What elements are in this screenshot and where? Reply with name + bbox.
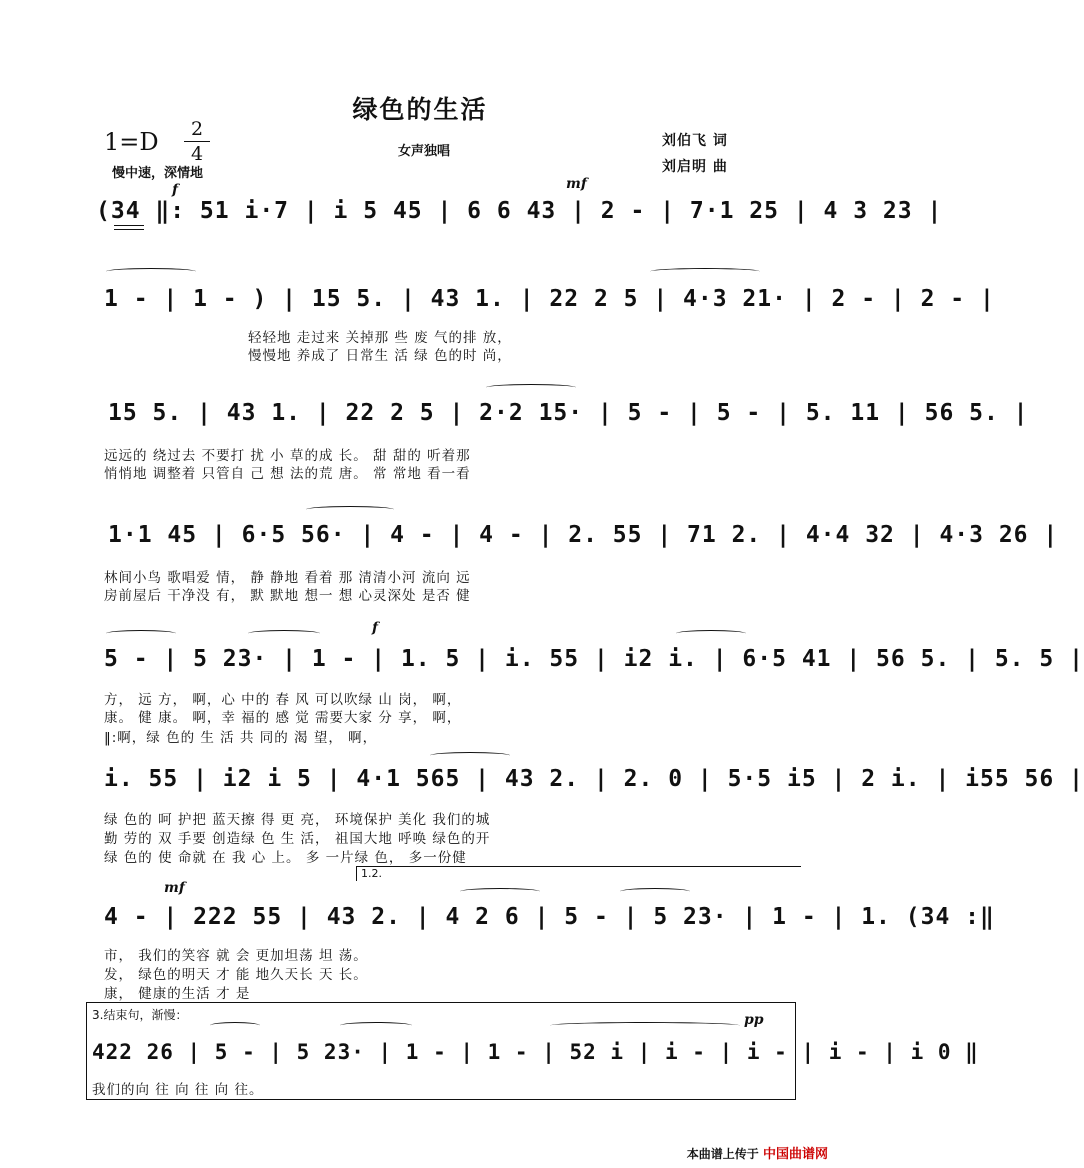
- score-row-1: (34 ‖: 51 i·7 | i 5 45 | 6 6 43 | 2 - | 7·1 25 | 4 3 23 |: [96, 198, 943, 224]
- score-row-6: i. 55 | i2 i 5 | 4·1 565 | 43 2. | 2. 0 | 5·5 i5 | 2 i. | i55 56 |: [104, 766, 1084, 792]
- lyrics-row-4-line-2: 房前屋后 干净没 有， 默 默地 想一 想 心灵深处 是否 健: [104, 588, 471, 604]
- dynamic-marking: f: [372, 620, 379, 636]
- volta-bracket: [356, 866, 801, 881]
- lyrics-row-2-line-2: 慢慢地 养成了 日常生 活 绿 色的时 尚，: [248, 348, 512, 364]
- performance-note: 女声独唱: [398, 144, 451, 159]
- dynamic-marking: pp: [744, 1012, 764, 1028]
- ending-box-label: 3.结束句，渐慢：: [92, 1008, 188, 1022]
- score-row-2: 1 - | 1 - ) | 15 5. | 43 1. | 22 2 5 | 4·3 21· | 2 - | 2 - |: [104, 286, 995, 312]
- lyrics-row-5-line-3: ‖:啊，绿 色的 生 活 共 同的 渴 望， 啊，: [104, 730, 378, 746]
- composer-credit: 刘启明 曲: [662, 159, 728, 175]
- site-logo[interactable]: 中国曲谱网: [762, 1147, 828, 1162]
- lyrics-row-5-line-1: 方， 远 方， 啊，心 中的 春 风 可以吹绿 山 岗， 啊，: [104, 692, 462, 708]
- lyrics-row-6-line-3: 绿 色的 使 命就 在 我 心 上。 多 一片绿 色， 多一份健: [104, 850, 467, 866]
- footer-upload-text: 本曲谱上传于: [686, 1147, 759, 1161]
- page-title: 绿色的生活: [352, 95, 488, 124]
- dynamic-marking: mf: [164, 880, 185, 896]
- lyrics-row-3-line-1: 远远的 绕过去 不要打 扰 小 草的成 长。 甜 甜的 听着那: [104, 448, 471, 464]
- key-signature: 1=D: [104, 128, 159, 156]
- lyrics-row-6-line-1: 绿 色的 呵 护把 蓝天擦 得 更 亮， 环境保护 美化 我们的城: [104, 812, 491, 828]
- meter-top: 2: [190, 118, 204, 140]
- volta-label: 1.2.: [361, 867, 382, 880]
- lyrics-row-4-line-1: 林间小鸟 歌唱爱 情， 静 静地 看着 那 清清小河 流向 远: [104, 570, 471, 586]
- score-row-5: 5 - | 5 23· | 1 - | 1. 5 | i. 55 | i2 i. | 6·5 41 | 56 5. | 5. 5 |: [104, 646, 1084, 672]
- lyricist-credit: 刘伯飞 词: [662, 133, 728, 149]
- lyrics-row-5-line-2: 康。 健 康。 啊，幸 福的 感 觉 需要大家 分 享， 啊，: [104, 710, 462, 726]
- lyrics-row-3-line-2: 悄悄地 调整着 只管自 己 想 法的荒 唐。 常 常地 看一看: [104, 466, 471, 482]
- meter-bottom: 4: [190, 143, 204, 165]
- lyrics-row-7-line-3: 康， 健康的生活 才 是: [104, 986, 251, 1002]
- footer-credit: [687, 1143, 828, 1162]
- lyrics-row-6-line-2: 勤 劳的 双 手要 创造绿 色 生 活， 祖国大地 呼唤 绿色的开: [104, 831, 491, 847]
- lyrics-row-2-line-1: 轻轻地 走过来 关掉那 些 废 气的排 放，: [248, 330, 512, 346]
- time-signature: [184, 118, 210, 165]
- score-row-7: 4 - | 222 55 | 43 2. | 4 2 6 | 5 - | 5 23· | 1 - | 1. (34 :‖: [104, 904, 995, 930]
- tempo-marking: 慢中速，深情地: [112, 166, 204, 181]
- score-row-8: 422 26 | 5 - | 5 23· | 1 - | 1 - | 52 i | i - | i - | i - | i 0 ‖: [92, 1040, 979, 1064]
- score-row-3: 15 5. | 43 1. | 22 2 5 | 2·2 15· | 5 - | 5 - | 5. 11 | 56 5. |: [108, 400, 1029, 426]
- lyrics-row-8-line-1: 我们的向 往 向 往 向 往。: [92, 1082, 264, 1098]
- lyrics-row-7-line-1: 市， 我们的笑容 就 会 更加坦荡 坦 荡。: [104, 948, 368, 964]
- dynamic-marking: f: [172, 182, 179, 198]
- lyrics-row-7-line-2: 发， 绿色的明天 才 能 地久天长 天 长。: [104, 967, 368, 983]
- score-row-4: 1·1 45 | 6·5 56· | 4 - | 4 - | 2. 55 | 71 2. | 4·4 32 | 4·3 26 |: [108, 522, 1059, 548]
- dynamic-marking: mf: [566, 176, 587, 192]
